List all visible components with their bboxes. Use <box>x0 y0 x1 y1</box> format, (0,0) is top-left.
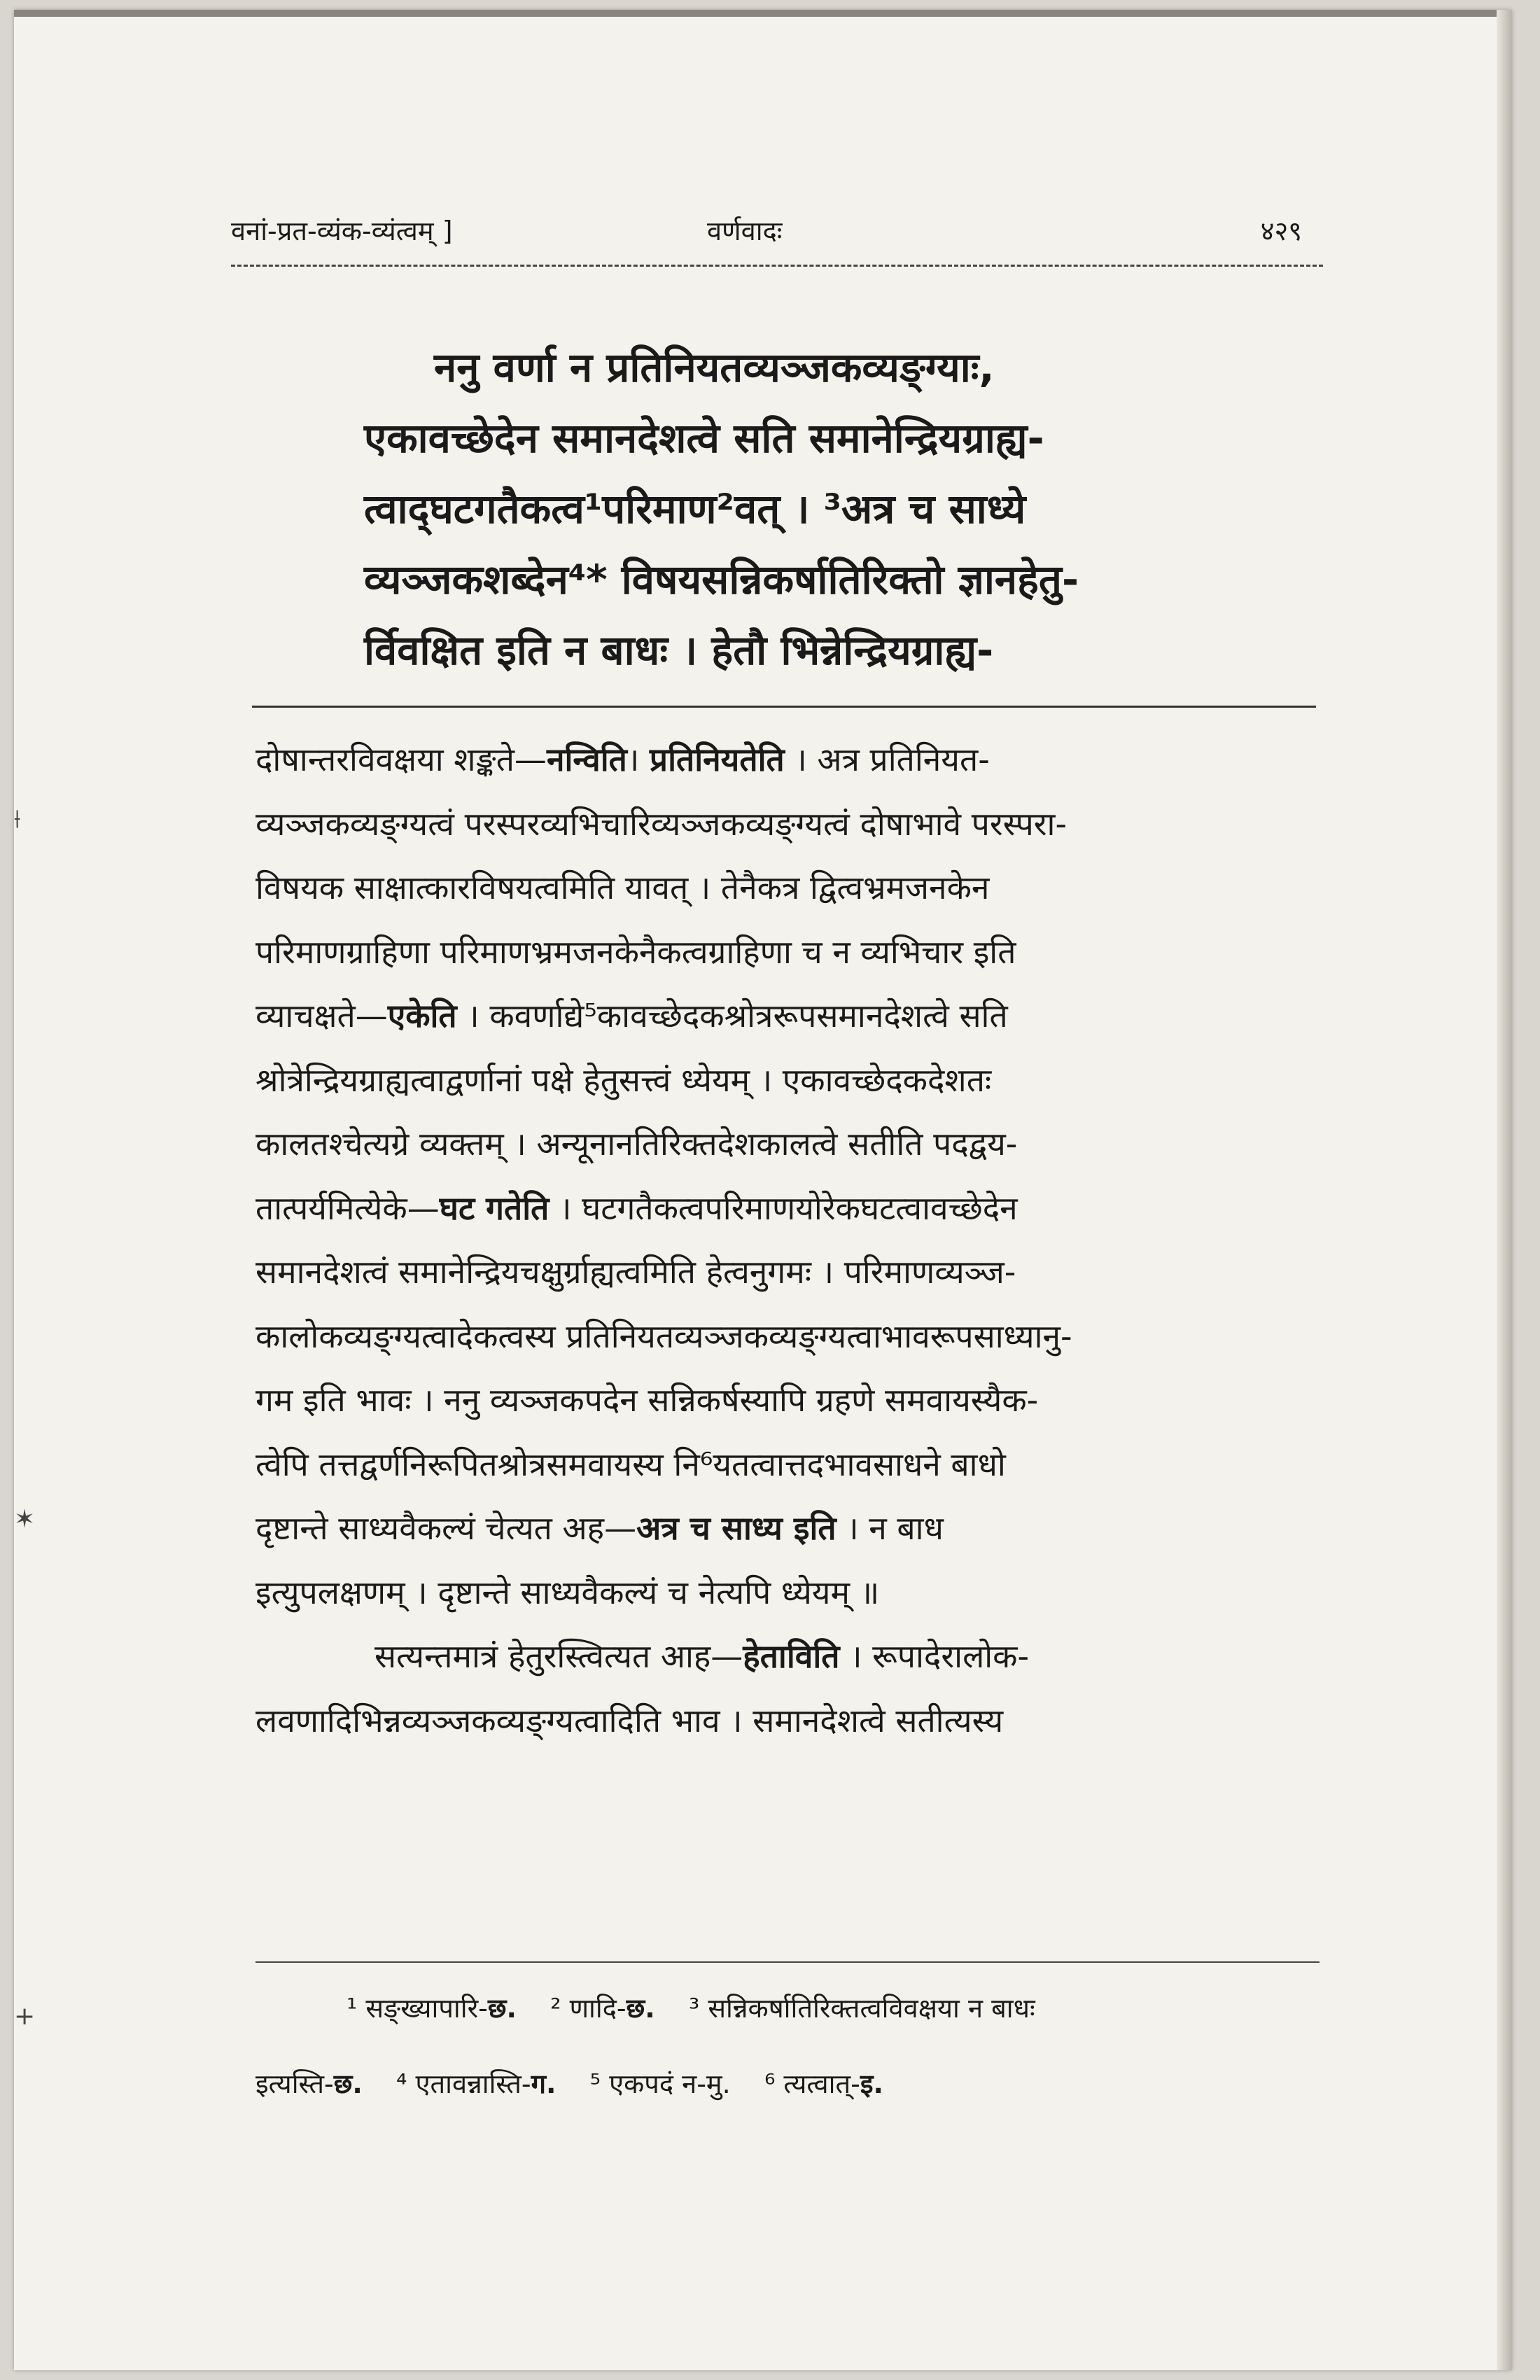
commentary-line <box>255 1497 1320 1561</box>
pratika: अत्र च साध्य इति <box>636 1509 836 1547</box>
pratika: हेताविति <box>743 1637 840 1675</box>
commentary-line: विषयक साक्षात्कारविषयत्वमिति यावत् । तेनैकत्र द्वित्वभ्रमजनकेन <box>255 869 990 906</box>
commentary-text: सत्यन्तमात्रं हेतुरस्त्वित्यत आह— <box>374 1637 743 1675</box>
pratika: घट गतेति <box>439 1189 550 1227</box>
commentary-line: गम इति भावः । ननु व्यञ्जकपदेन सन्निकर्षस्यापि ग्रहणे समवायस्यैक- <box>255 1381 1039 1419</box>
commentary-text: । घटगतैकत्वपरिमाणयोरेकघटत्वावच्छेदेन <box>549 1189 1018 1227</box>
footnote: ¹ सङ्ख्यापारि- <box>346 1993 488 2024</box>
footnote-line <box>255 2046 1320 2122</box>
commentary-line <box>255 984 1320 1049</box>
pratika: नन्विति <box>546 741 627 778</box>
header-rule <box>231 265 1323 267</box>
commentary-text: दोषान्तरविवक्षया शङ्कते— <box>255 741 547 778</box>
footnote: ⁴ एतावन्नास्ति- <box>396 2068 531 2099</box>
commentary-text: । अत्र प्रतिनियत- <box>784 741 990 778</box>
manuscript-siglum: इ. <box>860 2068 883 2099</box>
commentary-text: तात्पर्यमित्येके— <box>255 1189 440 1227</box>
commentary-line: व्यञ्जकव्यङ्ग्यत्वं परस्परव्यभिचारिव्यञ्जकव्यङ्ग्यत्वं दोषाभावे परस्परा- <box>255 804 1068 843</box>
commentary-line <box>255 1177 1320 1241</box>
commentary-line <box>255 1625 1320 1689</box>
main-line: र्विवक्षित इति न बाधः । हेतौ भिन्नेन्द्रियग्राह्य- <box>364 626 994 674</box>
margin-tick: + <box>14 2002 36 2031</box>
footnote-rule <box>255 1961 1320 1963</box>
main-line: व्यञ्जकशब्देन⁴* विषयसन्निकर्षातिरिक्तो ज्ञानहेतु- <box>364 556 1079 603</box>
manuscript-siglum: छ. <box>626 1993 655 2024</box>
commentary-text: । न बाध <box>836 1509 944 1547</box>
main-line: त्वाद्‌घटगतैकत्व¹परिमाण²वत् । ³अत्र च साध्ये <box>364 485 1026 533</box>
main-text <box>364 332 1246 686</box>
commentary-line: लवणादिभिन्नव्यञ्जकव्यङ्ग्यत्वादिति भाव । समानदेशत्वे सतीत्यस्य <box>255 1701 1004 1740</box>
commentary-line: कालतश्चेत्यग्रे व्यक्तम् । अन्यूनानतिरिक्तदेशकालत्वे सतीति पदद्वय- <box>255 1125 1018 1163</box>
header-left: वनां-प्रत-व्यंक-व्यंत्वम् ] <box>231 216 453 246</box>
pratika: प्रतिनियतेति <box>649 741 785 778</box>
commentary-text: । रूपादेरालोक- <box>839 1637 1030 1675</box>
commentary-text: दृष्टान्ते साध्यवैकल्यं चेत्यत अह— <box>255 1509 637 1547</box>
commentary-line: समानदेशत्वं समानेन्द्रियचक्षुर्ग्राह्यत्वमिति हेत्वनुगमः । परिमाणव्यञ्ज- <box>255 1253 1016 1291</box>
header-title: वर्णवादः <box>707 216 783 246</box>
footnote: ⁵ एकपदं न-मु. <box>589 2068 731 2099</box>
commentary <box>255 728 1320 1753</box>
footnote: ⁶ त्यत्वात्- <box>764 2068 860 2099</box>
commentary-line: कालोकव्यङ्ग्यत्वादेकत्वस्य प्रतिनियतव्यञ्जकव्यङ्ग्यत्वाभावरूपसाध्यानु- <box>255 1317 1072 1355</box>
manuscript-siglum: छ. <box>487 1993 517 2024</box>
commentary-line: श्रोत्रेन्द्रियग्राह्यत्वाद्वर्णानां पक्षे हेतुसत्त्वं ध्येयम् । एकावच्छेदकदेशतः <box>255 1060 992 1099</box>
commentary-line: त्वेपि तत्तद्वर्णनिरूपितश्रोत्रसमवायस्य नि⁶यतत्वात्तदभावसाधने बाधो <box>255 1445 1006 1483</box>
margin-tick: ⟊ <box>14 805 21 834</box>
commentary-line: परिमाणग्राहिणा परिमाणभ्रमजनकेनैकत्वग्राहिणा च न व्यभिचार इति <box>255 932 1016 971</box>
footnote: ³ सन्निकर्षातिरिक्तत्वविवक्षया न बाधः <box>689 1993 1035 2024</box>
footnote: इत्यस्ति- <box>255 2068 334 2099</box>
text-separator <box>252 706 1316 708</box>
commentary-text: व्याचक्षते— <box>255 997 388 1035</box>
commentary-text: । <box>626 741 650 778</box>
footnotes <box>255 1970 1320 2122</box>
page-top-edge <box>14 10 1512 17</box>
footnote-line <box>255 1970 1320 2046</box>
running-header <box>231 210 1302 259</box>
main-line: एकावच्छेदेन समानदेशत्वे सति समानेन्द्रियग्राह्य- <box>364 414 1044 462</box>
margin-star-icon: ✶ <box>14 1505 36 1534</box>
main-line: ननु वर्णा न प्रतिनियतव्यञ्जकव्यङ्ग्याः, <box>434 344 995 391</box>
manuscript-siglum: छ. <box>333 2068 363 2099</box>
manuscript-siglum: ग. <box>531 2068 556 2099</box>
page-number: ४२९ <box>1260 216 1302 246</box>
footnote: ² णादि- <box>550 1993 626 2024</box>
commentary-line: इत्युपलक्षणम् । दृष्टान्ते साध्यवैकल्यं च नेत्यपि ध्येयम् ॥ <box>255 1573 880 1611</box>
commentary-line <box>255 728 1320 792</box>
commentary-text: । कवर्णाद्ये⁵कावच्छेदकश्रोत्ररूपसमानदेशत्वे सति <box>456 997 1008 1035</box>
pratika: एकेति <box>387 997 457 1035</box>
page-right-edge <box>1497 10 1512 2370</box>
